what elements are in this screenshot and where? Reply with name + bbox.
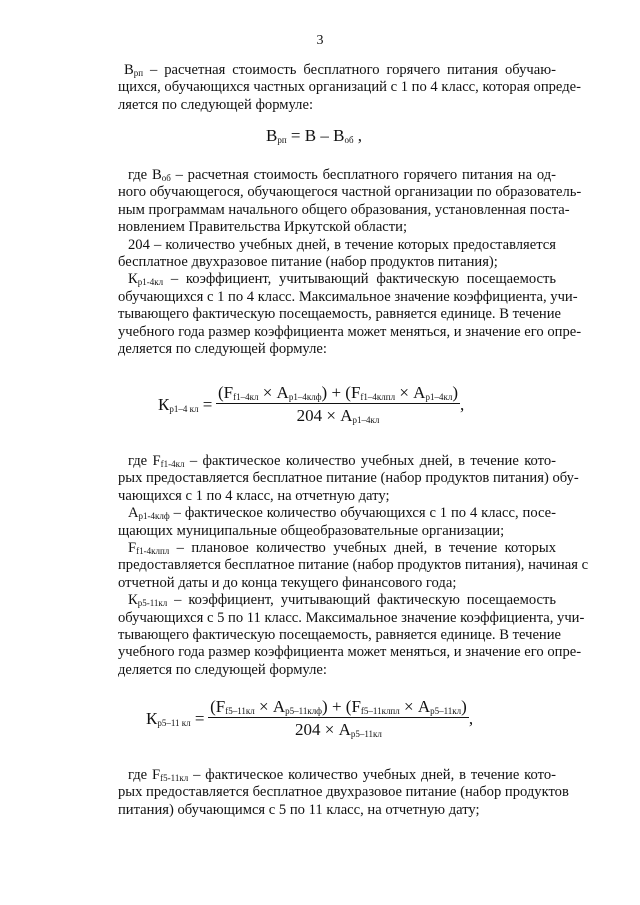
paragraph-definitions-3: где $F_{f5-11кл}$ – фактическое количество учебных дней, в течение кото- рых предоставляется бесплатное двухразовое питание (набор продуктов питания) обучающимся с 5 по 11 класс, на отчетную дату; <box>118 767 569 818</box>
text-line: обучающихся с 5 по 11 класс. Максимальное значение коэффициента, учи- <box>118 609 585 626</box>
paragraph-definitions-1: где $В_{об}$ – расчетная стоимость бесплатного горячего питания на од- ного обучающегося, обучающегося частной организации по образователь- ным программам начального общего образования, установленная поста- новлением Правительства Иркутской области; 204 – количество учебных дней, в течение которых предоставляется бесплатное двухразовое питание (набор продуктов питания); $К_{р1-4кл}$ – коэффициент, учитывающий фактическую посещаемость обучающихся с 1 по 4 класс. Максимальное значение коэффициента, учи- тывающего фактическую посещаемость, равняется единице. В течение учебного года размер коэффициента может меняться, и значение его опре- деляется по следующей формуле: <box>118 167 582 358</box>
fraction-denominator: $204 \times А_{р5-11кл}$ <box>295 720 382 740</box>
text-line: учебного года размер коэффициента может меняться, и значение его опре- <box>118 644 582 661</box>
paragraph-definitions-2: где $F_{f1-4кл}$ – фактическое количество учебных дней, в течение кото- рых предоставляется бесплатное питание (набор продуктов питания) обу- чающихся с 1 по 4 класс, на отчетную дату; $А_{р1-4клф}$ – фактическое количество обучающихся с 1 по 4 класс, посе- щающих муниципальные общеобразовательные организации; $F_{f1-4клпл}$ – плановое количество учебных дней, в течение которых предоставляется бесплатное питание (набор продуктов питания), начиная с отчетной даты и до конца текущего финансового года; $К_{р5-11кл}$ – коэффициент, учитывающий фактическую посещаемость обучающихся с 5 по 11 класс. Максимальное значение коэффициента, учи- тывающего фактическую посещаемость, равняется единице. В течение учебного года размер коэффициента может меняться, и значение его опре- деляется по следующей формуле: <box>118 453 589 678</box>
text-line: рых предоставляется бесплатное двухразовое питание (набор продуктов <box>118 784 569 801</box>
text-line: учебного года размер коэффициента может меняться, и значение его опре- <box>118 323 582 340</box>
text-line: ного обучающегося, обучающегося частной организации по образователь- <box>118 184 582 201</box>
text-line: ляется по следующей формуле: <box>118 96 313 113</box>
fraction-numerator: $(F_{f5-11кл} \times А_{р5-11клф}) + (F_{f5-11клпл} \times А_{р5-11кл})$ <box>208 698 469 718</box>
text-line: питания) обучающимся с 5 по 11 класс, на отчетную дату; <box>118 801 480 818</box>
formula-brp: $В_{рп} = В - В_{об}$ , <box>266 126 363 145</box>
text-line: чающихся с 1 по 4 класс, на отчетную дату; <box>118 487 390 504</box>
text-line: 204 – количество учебных дней, в течение которых предоставляется <box>128 236 556 253</box>
text-line: тывающего фактическую посещаемость, равняется единице. В течение <box>118 306 562 323</box>
text-line: бесплатное двухразовое питание (набор продуктов питания); <box>118 254 498 271</box>
text-line: тывающего фактическую посещаемость, равняется единице. В течение <box>118 627 562 644</box>
formula-kp5-11: $К_{р5-11 кл}$ = $\frac{(F_{f5-11кл} \times А_{р5-11клф}) + (F_{f5-11клпл} \times А_{р5-11кл})}{204 \times А_{р5-11кл}}$ , <box>146 697 474 740</box>
formula-kp1-4: $К_{р1-4 кл}$ = $\frac{(F_{f1-4кл} \times А_{р1-4клф}) + (F_{f1-4клпл} \times А_{р1-4кл})}{204 \times А_{р1-4кл}}$ , <box>158 383 465 426</box>
fraction-denominator: $204 \times А_{р1-4кл}$ <box>296 406 380 426</box>
text-line: рых предоставляется бесплатное питание (набор продуктов питания) обу- <box>118 470 579 487</box>
text-line: обучающихся с 1 по 4 класс. Максимальное значение коэффициента, учи- <box>118 288 578 305</box>
text-line: новлением Правительства Иркутской области; <box>118 219 408 236</box>
term-b-sub: рп <box>133 68 144 78</box>
fraction-numerator: $(F_{f1-4кл} \times А_{р1-4клф}) + (F_{f1-4клпл} \times А_{р1-4кл})$ <box>216 384 460 404</box>
text-line: ным программам начального общего образования, установленная поста- <box>118 201 570 218</box>
text-line: щающих муниципальные общеобразовательные организации; <box>118 522 505 539</box>
page-number: 3 <box>316 33 324 48</box>
fraction <box>216 384 460 425</box>
text-line: – расчетная стоимость бесплатного горячего питания обучаю- <box>143 62 556 78</box>
paragraph-brp-definition <box>118 62 581 114</box>
text-line: деляется по следующей формуле: <box>118 661 327 678</box>
text-line: щихся, обучающихся частных организаций с 1 по 4 класс, которая опреде- <box>118 79 581 96</box>
text-line: отчетной даты и до конца текущего финансового года; <box>118 574 457 591</box>
text-line: деляется по следующей формуле: <box>118 341 327 358</box>
term-b: В <box>124 62 134 78</box>
text-line: предоставляется бесплатное питание (набор продуктов питания), начиная с <box>118 557 589 574</box>
fraction <box>208 698 469 739</box>
